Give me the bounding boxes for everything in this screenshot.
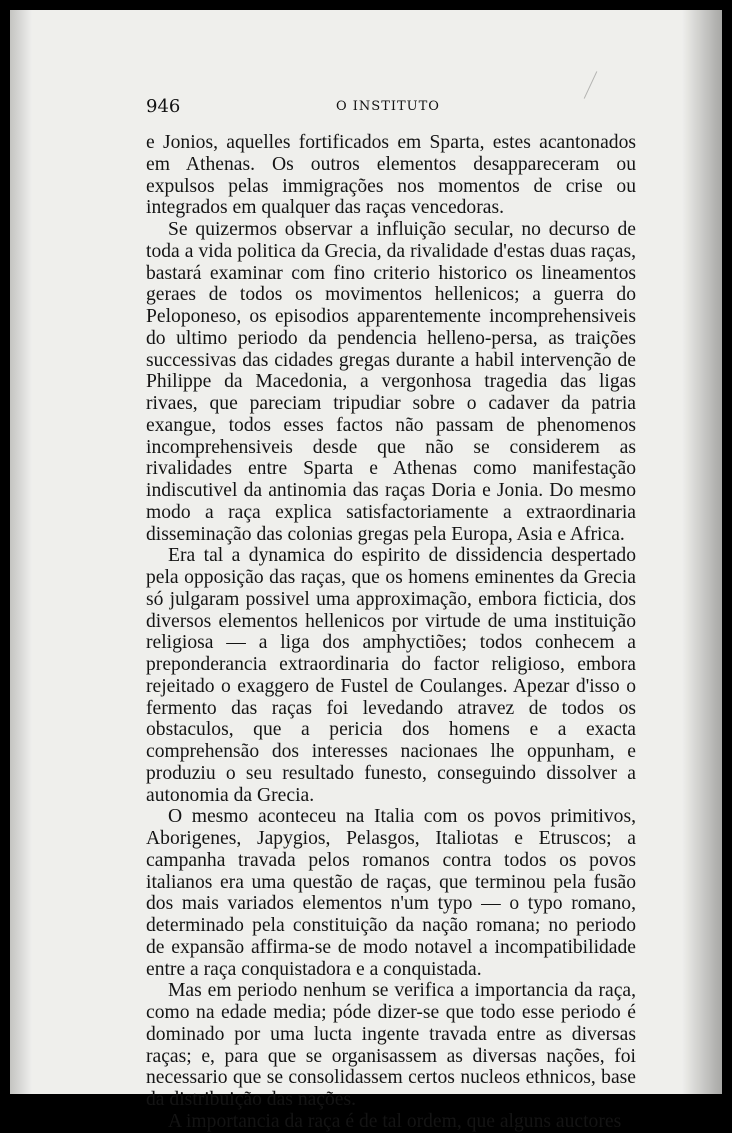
paragraph-6: A importancia da raça é de tal ordem, que alguns auctores [168,1110,622,1132]
body-text [146,132,636,1133]
paragraph-1: e Jonios, aquelles fortificados em Sparta, estes acantonados em Athenas. Os outros elementos desappareceram ou expulsos pelas immigrações nos momentos de crise ou integrados em qualquer das raças vencedoras. [146,132,636,219]
paragraph-4: O mesmo aconteceu na Italia com os povos primitivos, Aborigenes, Japygios, Pelasgos, Italiotas e Etruscos; a campanha travada pelos romanos contra todos os povos italianos era uma questão de raças, que terminou pela fusão dos mais variados elementos n'um typo — o typo romano, determinado pela constituição da nação romana; no periodo de expansão affirma-se de modo notavel a incompatibilidade entre a raça conquistadora e a conquistada. [146,806,636,980]
running-head: O INSTITUTO [336,99,440,114]
paragraph-5: Mas em periodo nenhum se verifica a importancia da raça, como na edade media; póde dizer-se que todo esse periodo é dominado por uma lucta ingente travada entre as diversas raças; e, para que se organisassem as diversas nações, foi necessario que se consolidassem certos nucleos ethnicos, base da distribuição das nações. [146,980,636,1110]
page-shadow-right [682,10,722,1094]
page-shadow-left [10,10,32,1094]
scan-mark [584,71,598,99]
paragraph-3: Era tal a dynamica do espirito de dissidencia despertado pela opposição das raças, que os homens eminentes da Grecia só julgaram possivel uma approximação, embora ficticia, dos diversos elementos hellenicos por virtude de uma instituição religiosa — a liga dos amphyctiões; todos conhecem a preponderancia extraordinaria do factor religioso, embora rejeitado o exaggero de Fustel de Coulanges. Apezar d'isso o fermento das raças foi levedando atravez de todos os obstaculos, que a pericia dos homens e a exacta comprehensão dos interesses nacionaes lhe oppunham, e produziu o seu resultado funesto, conseguindo dissolver a autonomia da Grecia. [146,545,636,806]
page-header [146,96,636,118]
page-number: 946 [146,96,181,117]
scanned-page [10,10,722,1132]
paragraph-2: Se quizermos observar a influição secular, no decurso de toda a vida politica da Grecia, da rivalidade d'estas duas raças, bastará examinar com fino criterio historico os lineamentos geraes de todos os movimentos hellenicos; a guerra do Peloponeso, os episodios apparentemente incomprehensiveis do ultimo periodo da pendencia helleno-persa, as traições successivas das cidades gregas durante a habil intervenção de Philippe da Macedonia, a vergonhosa tragedia das ligas rivaes, que pareciam tripudiar sobre o cadaver da patria exangue, todos esses factos não passam de phenomenos incomprehensiveis desde que não se considerem as rivalidades entre Sparta e Athenas como manifestação indiscutivel da antinomia das raças Doria e Jonia. Do mesmo modo a raça explica satisfactoriamente a extraordinaria disseminação das colonias gregas pela Europa, Asia e Africa. [146,219,636,545]
